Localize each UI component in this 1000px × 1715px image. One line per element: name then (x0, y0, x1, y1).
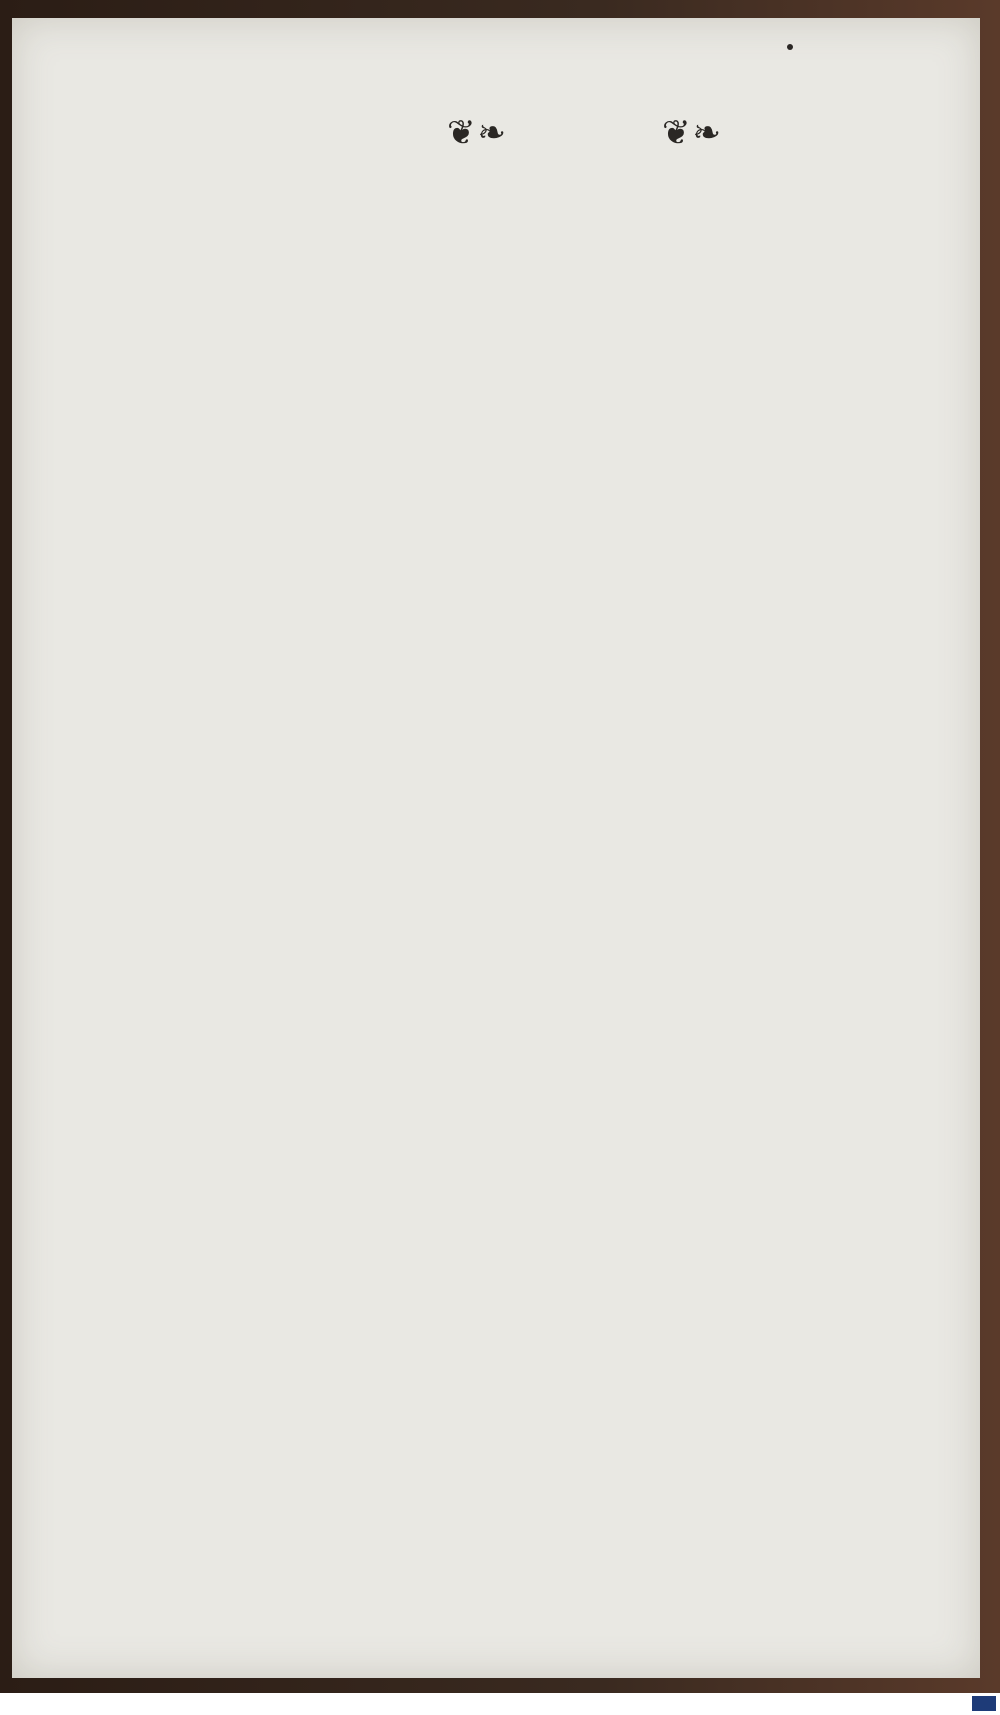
page-header (207, 113, 967, 159)
dfg-logo-icon (972, 1696, 996, 1711)
ink-spot (787, 44, 793, 50)
book-page (12, 18, 980, 1678)
right-ornament-icon: ❦❧ (662, 115, 723, 152)
footer-bar (0, 1693, 1000, 1715)
left-ornament-icon: ❦❧ (447, 115, 508, 152)
page-text-block (207, 113, 967, 400)
scene-title (207, 189, 967, 261)
scene-persons (207, 269, 967, 339)
catchword (207, 361, 967, 400)
